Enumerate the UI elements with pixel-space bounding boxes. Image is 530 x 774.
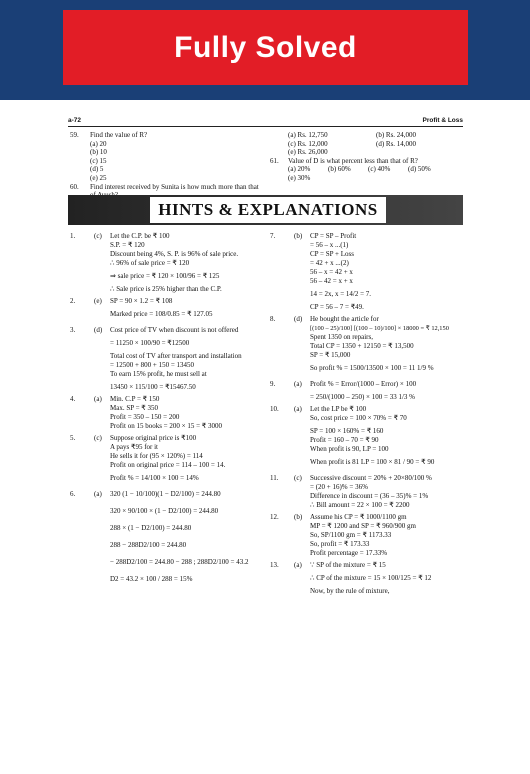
solution-11: 11. (c) Successive discount = 20% + 20×80/100 % = (20 + 16)% = 36% Difference in discount = (36 – 35)% = 1% ∴ Bill amount = 22 × 100 = ₹ 2200 (270, 474, 432, 509)
option[interactable]: (c) 40% (368, 165, 391, 174)
option[interactable]: (b) 60% (328, 165, 351, 174)
question-59-options (70, 140, 265, 183)
solution-1: 1. (c) Let the C.P. be ₹ 100 S.P. = ₹ 120 Discount being 4%, S. P. is 96% of sale price. ∴ 96% of sale price = ₹ 120 ⇒ sale price = ₹ 120 × 100/96 = ₹ 125 ∴ Sale price is 25% higher than the C.P. (70, 232, 239, 293)
option[interactable]: (a) 20% (288, 165, 311, 174)
solution-2: 2. (e) SP = 90 × 1.2 = ₹ 108 Marked price = 108/0.85 = ₹ 127.05 (70, 297, 213, 318)
page-number: a-72 (68, 117, 82, 124)
option[interactable]: (d) 5 (90, 165, 104, 174)
solution-10: 10. (a) Let the LP be ₹ 100 So, cost price = 100 × 70% = ₹ 70 SP = 100 × 160% = ₹ 160 Profit = 160 – 70 = ₹ 90 When profit is 90, LP = 100 When profit is 81 LP = 100 × 81 / 90 = ₹ 90 (270, 405, 435, 466)
solution-5: 5. (c) Suppose original price is ₹100 A pays ₹95 for it He sells it for (95 × 120%) = 114 Profit on original price = 114 – 100 = 14. Profit % = 14/100 × 100 = 14% (70, 434, 226, 482)
header-rule (68, 126, 463, 127)
solution-6: 6. (a) 320 (1 − 10/100)(1 − D2/100) = 244.80 320 × 90/100 × (1 − D2/100) = 244.80 288 × (1 − D2/100) = 244.80 288 − 288D2/100 = 244.80 − 288D2/100 = 244.80 − 288 ; 288D2/100 = 43.2 D2 = 43.2 × 100 / 288 = 15% (70, 490, 249, 583)
section-title: HINTS & EXPLANATIONS (158, 200, 378, 219)
questions-left (70, 131, 265, 200)
solution-4: 4. (a) Min. C.P = ₹ 150 Max. SP = ₹ 350 Profit = 350 – 150 = 200 Profit on 15 books = 200 × 15 = ₹ 3000 (70, 395, 222, 430)
option[interactable]: (d) Rs. 14,000 (376, 139, 417, 148)
question-61: 61. Value of D is what percent less than that of R? (270, 156, 418, 165)
solution-7: 7. (b) CP = SP – Profit = 56 – x ...(1) CP = SP + Loss = 42 + x ...(2) 56 – x = 42 + x 56 – 42 = x + x 14 = 2x, x = 14/2 = 7. CP = 56 – 7 = ₹49. (270, 232, 372, 311)
solution-8: 8. (d) He bought the article for [(100 – 25)/100] [(100 – 10)/100] × 18000 = ₹ 12,150 Spent 1350 on repairs, Total CP = 1350 + 12150 = ₹ 13,500 SP = ₹ 15,000 So profit % = 1500/13500 × 100 = 11 1/9 % (270, 315, 449, 372)
option[interactable]: (a) 20 (90, 139, 107, 148)
option[interactable]: (e) 30% (288, 173, 311, 182)
solution-13: 13. (a) ∵ SP of the mixture = ₹ 15 ∴ CP of the mixture = 15 × 100/125 = ₹ 12 Now, by the rule of mixture, (270, 561, 432, 595)
solutions-left (70, 232, 265, 587)
section-title-box (150, 197, 386, 223)
option[interactable]: (e) 25 (90, 173, 107, 182)
option[interactable]: (d) 50% (408, 165, 431, 174)
question-60: 60. Find interest received by Sunita is how much more than that (70, 182, 259, 191)
questions-right (270, 131, 465, 183)
banner-title: Fully Solved (174, 30, 357, 64)
question-60-options (270, 131, 465, 157)
solution-9: 9. (a) Profit % = Error/(1000 – Error) × 100 = 250/(1000 – 250) × 100 = 33 1/3 % (270, 380, 417, 401)
question-61-options (270, 165, 465, 182)
option[interactable]: (c) Rs. 12,000 (288, 139, 328, 148)
fully-solved-banner (63, 10, 468, 85)
chapter-title: Profit & Loss (422, 117, 463, 124)
option[interactable]: (b) 10 (90, 148, 107, 157)
option[interactable]: (b) Rs. 24,000 (376, 131, 417, 139)
solution-12: 12. (b) Assume his CP = ₹ 1000/1100 gm MP = ₹ 1200 and SP = ₹ 960/900 gm So, SP/1100 gm = ₹ 1173.33 So, profit = ₹ 173.33 Profit percentage = 17.33% (270, 513, 416, 557)
solutions-right (270, 232, 465, 599)
question-59: 59. Find the value of R? (70, 131, 148, 139)
option[interactable]: (e) Rs. 26,000 (288, 148, 328, 157)
option[interactable]: (a) Rs. 12,750 (288, 131, 328, 139)
option[interactable]: (c) 15 (90, 156, 107, 165)
solution-3: 3. (d) Cost price of TV when discount is not offered = 11250 × 100/90 = ₹12500 Total cost of TV after transport and installation = 12500 + 800 + 150 = 13450 To earn 15% profit, he must sell at 13450 × 115/100 = ₹15467.50 (70, 326, 242, 391)
